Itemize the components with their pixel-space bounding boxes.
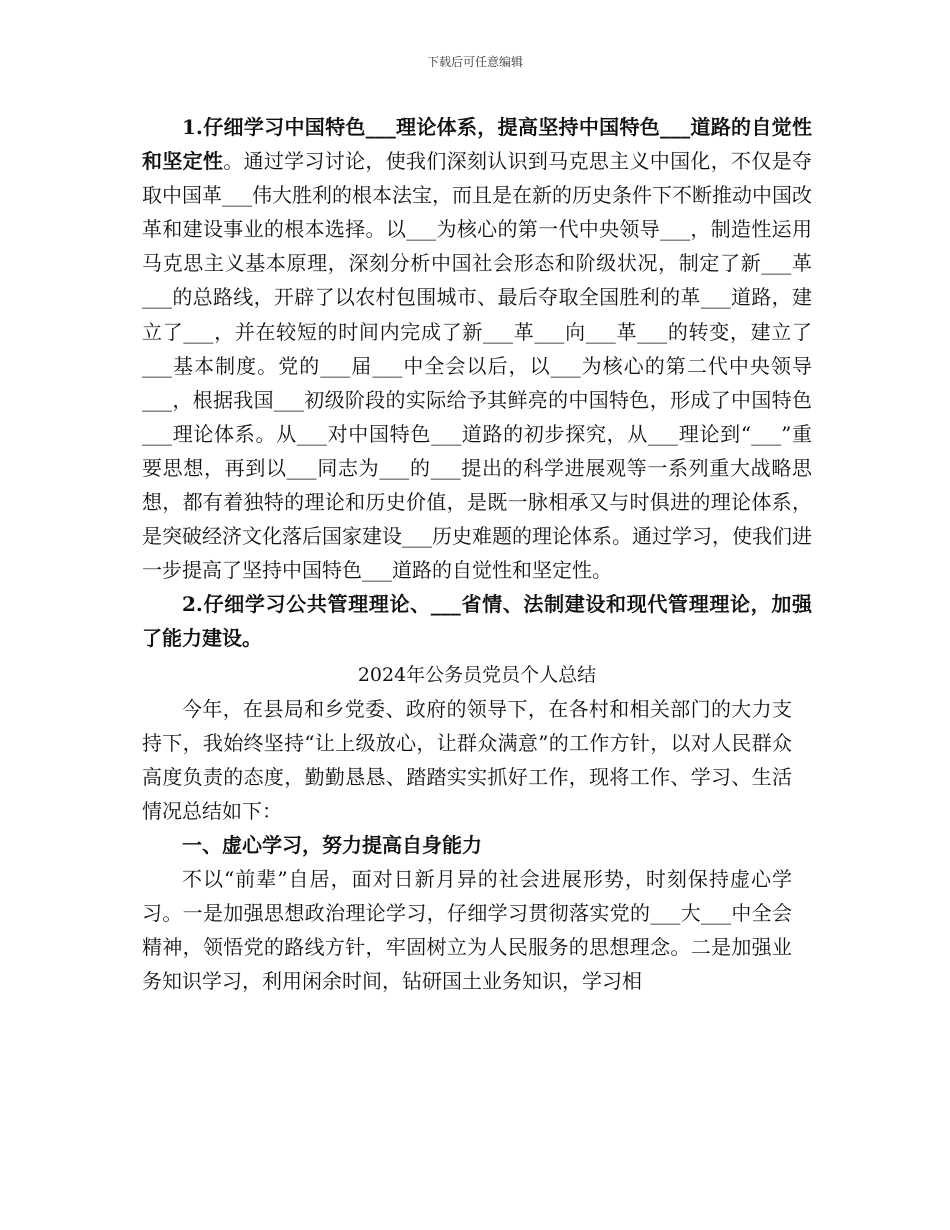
- paragraph-1-text: 。通过学习讨论，使我们深刻认识到马克思主义中国化，不仅是夺取中国革___伟大胜利的根本法宝，而且是在新的历史条件下不断推动中国改革和建设事业的根本选择。以___为核心的第一代中央领导___，制造性运用马克思主义基本原理，深刻分析中国社会形态和阶级状况，制定了新___革___的总路线，开辟了以农村包围城市、最后夺取全国胜利的革___道路，建立了___，并在较短的时间内完成了新___革___向___革___的转变，建立了___基本制度。党的___届___中全会以后，以___为核心的第二代中央领导___，根据我国___初级阶段的实际给予其鲜亮的中国特色，形成了中国特色___理论体系。从___对中国特色___道路的初步探究，从___理论到“___”重要思想，再到以___同志为___的___提出的科学进展观等一系列重大战略思想，都有着独特的理论和历史价值，是既一脉相承又与时俱进的理论体系，是突破经济文化落后国家建设___历史难题的理论体系。通过学习，使我们进一步提高了坚持中国特色___道路的自觉性和坚定性。: [142, 149, 812, 583]
- intro-paragraph: 今年，在县局和乡党委、政府的领导下，在各村和相关部门的大力支持下，我始终坚持“让上级放心，让群众满意”的工作方针，以对人民群众高度负责的态度，勤勤恳恳、踏踏实实抓好工作，现将工作、学习、生活情况总结如下：: [142, 696, 792, 823]
- document-body: [142, 110, 812, 998]
- paragraph-1-lead: 1.仔细学习中国特色___理论体系，提高坚持中国特色___道路的自觉性和坚定性: [142, 115, 812, 174]
- section-1-paragraph: 不以“前辈”自居，面对日新月异的社会进展形势，时刻保持虚心学习。一是加强思想政治理论学习，仔细学习贯彻落实党的___大___中全会精神，领悟党的路线方针，牢固树立为人民服务的思想理念。二是加强业务知识学习，利用闲余时间，钻研国土业务知识，学习相: [142, 867, 792, 994]
- page-header: 下载后可任意编辑: [426, 55, 523, 69]
- summary-section: [142, 692, 792, 999]
- paragraph-2: 2.仔细学习公共管理理论、___省情、法制建设和现代管理理论，加强了能力建设。: [142, 592, 812, 651]
- document-title: 2024年公务员党员个人总结: [357, 663, 597, 686]
- section-1-heading: 一、虚心学习，努力提高自身能力: [182, 832, 482, 857]
- paragraph-1: [142, 110, 812, 587]
